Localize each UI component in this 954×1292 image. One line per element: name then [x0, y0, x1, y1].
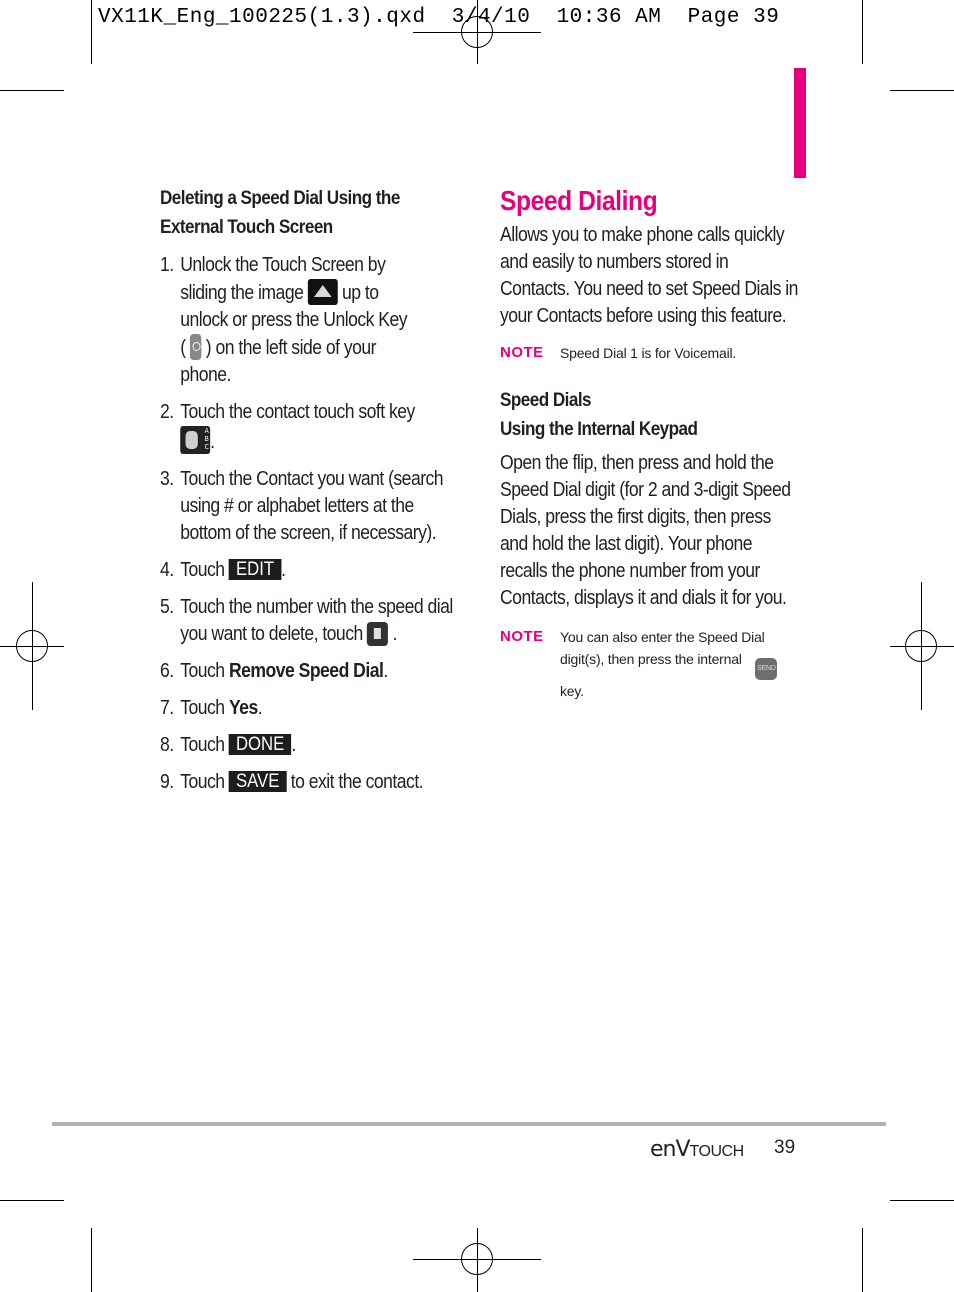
page-title: Speed Dialing	[500, 185, 658, 216]
step-8: 8. Touch DONE .	[160, 734, 296, 756]
subheading: Speed Dials Using the Internal Keypad	[500, 390, 698, 440]
note-voicemail: NOTE Speed Dial 1 is for Voicemail.	[500, 342, 800, 364]
page-number: 39	[774, 1137, 796, 1158]
right-column	[500, 184, 800, 702]
section-tab	[794, 68, 806, 178]
note-send-key: NOTE You can also enter the Speed Dial digit(s), then press the internal SEND key.	[500, 628, 776, 699]
section-heading: Deleting a Speed Dial Using the External Touch Screen	[160, 188, 400, 238]
brand-logo: enVTOUCH	[650, 1137, 744, 1162]
step-3: 3. Touch the Contact you want (search using # or alphabet letters at the bottom of the screen, if necessary).	[160, 468, 444, 544]
footer-rule	[52, 1122, 886, 1126]
send-key-icon: SEND	[755, 658, 777, 680]
note-label: NOTE	[500, 344, 544, 361]
step-9: 9. Touch SAVE to exit the contact.	[160, 771, 424, 793]
unlock-key-icon	[190, 334, 201, 360]
done-button-label: DONE	[229, 734, 291, 755]
save-button-label: SAVE	[229, 771, 286, 792]
unlock-slider-icon	[308, 279, 338, 305]
intro-paragraph: Allows you to make phone calls quickly and easily to numbers stored in Contacts. You need to set Speed Dials in your Contacts before using this feature.	[500, 224, 798, 327]
step-4: 4. Touch EDIT .	[160, 559, 286, 581]
contacts-soft-key-icon: A B C	[180, 426, 210, 454]
step-7: 7. Touch Yes.	[160, 697, 263, 719]
print-slug: VX11K_Eng_100225(1.3).qxd 3/4/10 10:36 AM Page 39	[98, 6, 780, 29]
step-1: 1. Unlock the Touch Screen by sliding the image up to unlock or press the Unlock Key ( ) on the left side of your phone.	[160, 254, 408, 386]
keypad-paragraph: Open the flip, then press and hold the Speed Dial digit (for 2 and 3-digit Speed Dials, press the first digits, then press and hold the last digit). Your phone recalls the phone number from your Contacts, displays it and dials it for you.	[500, 452, 791, 609]
steps-list	[160, 252, 459, 796]
menu-icon	[367, 622, 388, 646]
left-column	[160, 184, 460, 796]
note-label: NOTE	[500, 628, 544, 645]
step-6: 6. Touch Remove Speed Dial.	[160, 660, 388, 682]
edit-button-label: EDIT	[229, 559, 281, 580]
step-5: 5. Touch the number with the speed dial you want to delete, touch .	[160, 596, 453, 645]
step-2: 2. Touch the contact touch soft key A B C .	[160, 401, 415, 453]
